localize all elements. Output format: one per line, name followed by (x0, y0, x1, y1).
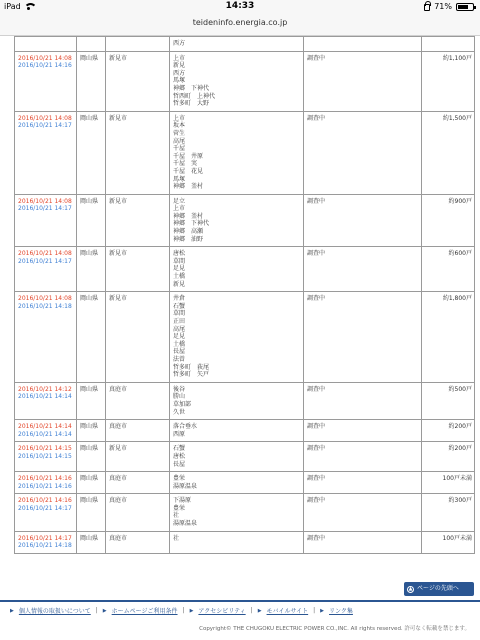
cell-status (304, 472, 422, 494)
area-name: 神郷 釜村 (173, 183, 204, 191)
area-name: 長屋 (173, 460, 186, 468)
household-count: 約1,500戸 (442, 114, 472, 122)
outage-end-time: 2016/10/21 14:17 (18, 205, 72, 213)
area-name: 湯原温泉 (173, 520, 198, 528)
footer-link-terms[interactable]: ホームページご利用条件 (111, 608, 178, 615)
footer-link-mobile[interactable]: モバイルサイト (266, 608, 309, 615)
city-name: 真庭市 (109, 534, 128, 542)
cell-count (422, 292, 475, 383)
area-name: 草加部 (173, 400, 192, 408)
status-text: 調査中 (307, 497, 326, 505)
area-name: 千屋 井原 (173, 152, 204, 160)
prefecture-name: 岡山県 (80, 475, 99, 483)
cell-prefecture (77, 382, 106, 419)
outage-start-time: 2016/10/21 14:17 (18, 534, 72, 542)
area-name: 足見 (173, 333, 186, 341)
table-row (15, 442, 475, 472)
area-name: 社 (173, 512, 180, 520)
outage-table (14, 36, 475, 554)
area-name: 唐松 (173, 250, 186, 258)
cell-city (106, 382, 170, 419)
cell-datetime (15, 531, 77, 553)
area-name: 千屋 花見 (173, 167, 204, 175)
status-text: 調査中 (307, 197, 326, 205)
area-name: 足立 (173, 197, 186, 205)
table-row (15, 194, 475, 247)
area-name: 唐松 (173, 452, 186, 460)
area-name: 勝山 (173, 393, 186, 401)
area-name: 土橋 (173, 340, 186, 348)
footer-separator: | (250, 607, 253, 614)
area-name: 菅生 (173, 129, 186, 137)
cell-count (422, 382, 475, 419)
city-name: 新見市 (109, 197, 128, 205)
prefecture-name: 岡山県 (80, 295, 99, 303)
household-count: 100戸未満 (442, 534, 472, 542)
area-name: 神郷 下神代 (173, 220, 210, 228)
table-row (15, 494, 475, 531)
area-name: 後谷 (173, 385, 186, 393)
cell-datetime (15, 37, 77, 52)
household-count: 約1,100戸 (442, 54, 472, 62)
cell-areas (170, 247, 304, 292)
area-name: 馬塚 (173, 175, 186, 183)
cell-areas (170, 494, 304, 531)
household-count: 約200戸 (448, 445, 472, 453)
table-row (15, 111, 475, 194)
prefecture-name: 岡山県 (80, 197, 99, 205)
table-row (15, 382, 475, 419)
footer-separator: | (182, 607, 185, 614)
battery-level (458, 5, 468, 9)
table-row (15, 247, 475, 292)
household-count: 約900戸 (448, 197, 472, 205)
outage-end-time: 2016/10/21 14:18 (18, 542, 72, 550)
area-name: 石蟹 (173, 445, 186, 453)
area-name: 上市 (173, 114, 186, 122)
cell-city (106, 37, 170, 52)
area-name: 新見 (173, 280, 186, 288)
area-name: 草間 (173, 310, 186, 318)
outage-start-time: 2016/10/21 14:14 (18, 423, 72, 431)
outage-start-time: 2016/10/21 14:16 (18, 475, 72, 483)
city-name: 新見市 (109, 250, 128, 258)
outage-end-time: 2016/10/21 14:15 (18, 452, 72, 460)
prefecture-name: 岡山県 (80, 54, 99, 62)
prefecture-name: 岡山県 (80, 423, 99, 431)
cell-areas (170, 420, 304, 442)
area-name: 法曽 (173, 355, 186, 363)
status-text: 調査中 (307, 385, 326, 393)
household-count: 約500戸 (448, 385, 472, 393)
status-bar-right (424, 2, 474, 11)
city-name: 新見市 (109, 295, 128, 303)
outage-start-time: 2016/10/21 14:12 (18, 385, 72, 393)
cell-prefecture (77, 531, 106, 553)
cell-status (304, 247, 422, 292)
outage-start-time: 2016/10/21 14:08 (18, 250, 72, 258)
cell-prefecture (77, 194, 106, 247)
prefecture-name: 岡山県 (80, 250, 99, 258)
city-name: 真庭市 (109, 385, 128, 393)
status-text: 調査中 (307, 54, 326, 62)
city-name: 新見市 (109, 445, 128, 453)
outage-table-container (14, 36, 474, 554)
url-domain[interactable]: teideninfo.energia.co.jp (192, 18, 288, 27)
area-name: 社 (173, 534, 180, 542)
cell-count (422, 531, 475, 553)
status-time: 14:33 (225, 1, 255, 11)
table-row (15, 420, 475, 442)
status-text: 調査中 (307, 475, 326, 483)
cell-datetime (15, 51, 77, 111)
area-name: 西原 (173, 430, 186, 438)
area-name: 哲多町 矢戸 (173, 371, 210, 379)
area-name: 草間 (173, 257, 186, 265)
table-row (15, 472, 475, 494)
area-name: 哲西町 上神代 (173, 92, 216, 100)
footer-separator: | (95, 607, 98, 614)
outage-start-time: 2016/10/21 14:08 (18, 54, 72, 62)
cell-datetime (15, 382, 77, 419)
cell-prefecture (77, 442, 106, 472)
city-name: 真庭市 (109, 423, 128, 431)
cell-status (304, 111, 422, 194)
cell-areas (170, 292, 304, 383)
area-name: 坂本 (173, 122, 186, 130)
area-name: 石蟹 (173, 302, 186, 310)
cell-city (106, 531, 170, 553)
page-top-label: ページの先頭へ (417, 585, 459, 592)
area-name: 哲多町 大野 (173, 100, 210, 108)
ios-status-bar (0, 0, 480, 14)
area-name: 哲多町 荻尾 (173, 363, 210, 371)
cell-areas (170, 37, 304, 52)
cell-areas (170, 382, 304, 419)
area-name: 神郷 油野 (173, 235, 204, 243)
cell-datetime (15, 194, 77, 247)
cell-prefecture (77, 111, 106, 194)
rotation-lock-icon (424, 4, 430, 11)
table-row (15, 531, 475, 553)
cell-count (422, 420, 475, 442)
household-count: 100戸未満 (442, 475, 472, 483)
prefecture-name: 岡山県 (80, 445, 99, 453)
area-name: 上市 (173, 205, 186, 213)
cell-city (106, 194, 170, 247)
battery-icon (456, 3, 474, 11)
city-name: 真庭市 (109, 475, 128, 483)
cell-datetime (15, 292, 77, 383)
cell-city (106, 472, 170, 494)
table-row (15, 51, 475, 111)
cell-count (422, 194, 475, 247)
area-name: 神郷 高瀬 (173, 228, 204, 236)
outage-end-time: 2016/10/21 14:17 (18, 257, 72, 265)
prefecture-name: 岡山県 (80, 114, 99, 122)
outage-start-time: 2016/10/21 14:08 (18, 114, 72, 122)
outage-start-time: 2016/10/21 14:16 (18, 497, 72, 505)
cell-status (304, 531, 422, 553)
cell-count (422, 472, 475, 494)
cell-count (422, 51, 475, 111)
outage-start-time: 2016/10/21 14:15 (18, 445, 72, 453)
copyright-text: Copyright© THE CHUGOKU ELECTRIC POWER CO.,INC. All rights reserved. 許可なく転載を禁じます。 (199, 626, 470, 632)
city-name: 新見市 (109, 54, 128, 62)
area-name: 高尾 (173, 137, 186, 145)
outage-end-time: 2016/10/21 14:14 (18, 393, 72, 401)
address-bar[interactable] (0, 14, 480, 36)
cell-prefecture (77, 292, 106, 383)
cell-areas (170, 194, 304, 247)
footer-links (10, 606, 353, 615)
area-name: 落合垂水 (173, 423, 198, 431)
area-name: 下湯原 (173, 497, 192, 505)
cell-areas (170, 111, 304, 194)
cell-areas (170, 531, 304, 553)
area-name: 久世 (173, 408, 186, 416)
footer-link-links[interactable]: リンク集 (329, 608, 353, 615)
outage-end-time: 2016/10/21 14:14 (18, 430, 72, 438)
household-count: 約200戸 (448, 423, 472, 431)
household-count: 約600戸 (448, 250, 472, 258)
cell-status (304, 494, 422, 531)
link-arrow-icon: ▶ (257, 607, 262, 614)
area-name: 長屋 (173, 348, 186, 356)
cell-prefecture (77, 420, 106, 442)
cell-city (106, 494, 170, 531)
status-text: 調査中 (307, 445, 326, 453)
cell-city (106, 442, 170, 472)
cell-status (304, 37, 422, 52)
battery-percent: 71% (434, 2, 452, 11)
prefecture-name: 岡山県 (80, 385, 99, 393)
area-name: 井倉 (173, 295, 186, 303)
area-name: 馬塚 (173, 77, 186, 85)
circle-up-arrow-icon: ▲ (408, 585, 413, 592)
cell-datetime (15, 494, 77, 531)
outage-table-body (15, 37, 475, 554)
footer-link-privacy[interactable]: 個人情報の取扱いについて (18, 608, 91, 615)
status-text: 調査中 (307, 250, 326, 258)
status-text: 調査中 (307, 114, 326, 122)
outage-start-time: 2016/10/21 14:08 (18, 197, 72, 205)
area-name: 千屋 実 (173, 160, 198, 168)
footer-link-accessibility[interactable]: アクセシビリティ (198, 608, 246, 615)
cell-city (106, 247, 170, 292)
cell-areas (170, 472, 304, 494)
city-name: 新見市 (109, 114, 128, 122)
device-name: iPad (4, 2, 21, 11)
cell-areas (170, 442, 304, 472)
cell-status (304, 292, 422, 383)
area-name: 上市 (173, 54, 186, 62)
page-top-button[interactable] (404, 582, 474, 596)
area-name: 土橋 (173, 273, 186, 281)
cell-status (304, 442, 422, 472)
link-arrow-icon: ▶ (102, 607, 107, 614)
outage-end-time: 2016/10/21 14:16 (18, 62, 72, 70)
cell-city (106, 51, 170, 111)
prefecture-name: 岡山県 (80, 534, 99, 542)
table-row-partial (15, 37, 475, 52)
outage-end-time: 2016/10/21 14:16 (18, 482, 72, 490)
area-name: 湯原温泉 (173, 482, 198, 490)
cell-count (422, 442, 475, 472)
city-name: 真庭市 (109, 497, 128, 505)
footer-separator: | (313, 607, 316, 614)
cell-prefecture (77, 494, 106, 531)
outage-end-time: 2016/10/21 14:18 (18, 302, 72, 310)
area-name: 千屋 (173, 145, 186, 153)
prefecture-name: 岡山県 (80, 497, 99, 505)
area-name: 西方 (173, 40, 186, 47)
cell-areas (170, 51, 304, 111)
status-text: 調査中 (307, 534, 326, 542)
status-text: 調査中 (307, 423, 326, 431)
area-name: 高尾 (173, 325, 186, 333)
cell-count (422, 494, 475, 531)
cell-datetime (15, 472, 77, 494)
cell-count (422, 111, 475, 194)
area-name: 豊栄 (173, 504, 186, 512)
table-row (15, 292, 475, 383)
cell-prefecture (77, 247, 106, 292)
link-arrow-icon: ▶ (320, 607, 325, 614)
link-arrow-icon: ▶ (10, 607, 14, 614)
cell-status (304, 194, 422, 247)
status-text: 調査中 (307, 295, 326, 303)
cell-city (106, 420, 170, 442)
cell-prefecture (77, 51, 106, 111)
area-name: 西方 (173, 69, 186, 77)
cell-datetime (15, 420, 77, 442)
cell-status (304, 382, 422, 419)
area-name: 神郷 下神代 (173, 84, 210, 92)
outage-end-time: 2016/10/21 14:17 (18, 504, 72, 512)
cell-datetime (15, 111, 77, 194)
cell-status (304, 420, 422, 442)
area-name: 神郷 釜村 (173, 212, 204, 220)
household-count: 約1,800戸 (442, 295, 472, 303)
cell-datetime (15, 442, 77, 472)
area-name: 新見 (173, 62, 186, 70)
area-name: 豊栄 (173, 475, 186, 483)
household-count: 約300戸 (448, 497, 472, 505)
outage-start-time: 2016/10/21 14:08 (18, 295, 72, 303)
cell-datetime (15, 247, 77, 292)
outage-end-time: 2016/10/21 14:17 (18, 122, 72, 130)
cell-prefecture (77, 37, 106, 52)
cell-status (304, 51, 422, 111)
area-name: 足見 (173, 265, 186, 273)
link-arrow-icon: ▶ (189, 607, 194, 614)
cell-prefecture (77, 472, 106, 494)
cell-city (106, 111, 170, 194)
cell-count (422, 37, 475, 52)
footer-divider (0, 600, 480, 602)
cell-count (422, 247, 475, 292)
area-name: 正田 (173, 318, 186, 325)
cell-city (106, 292, 170, 383)
